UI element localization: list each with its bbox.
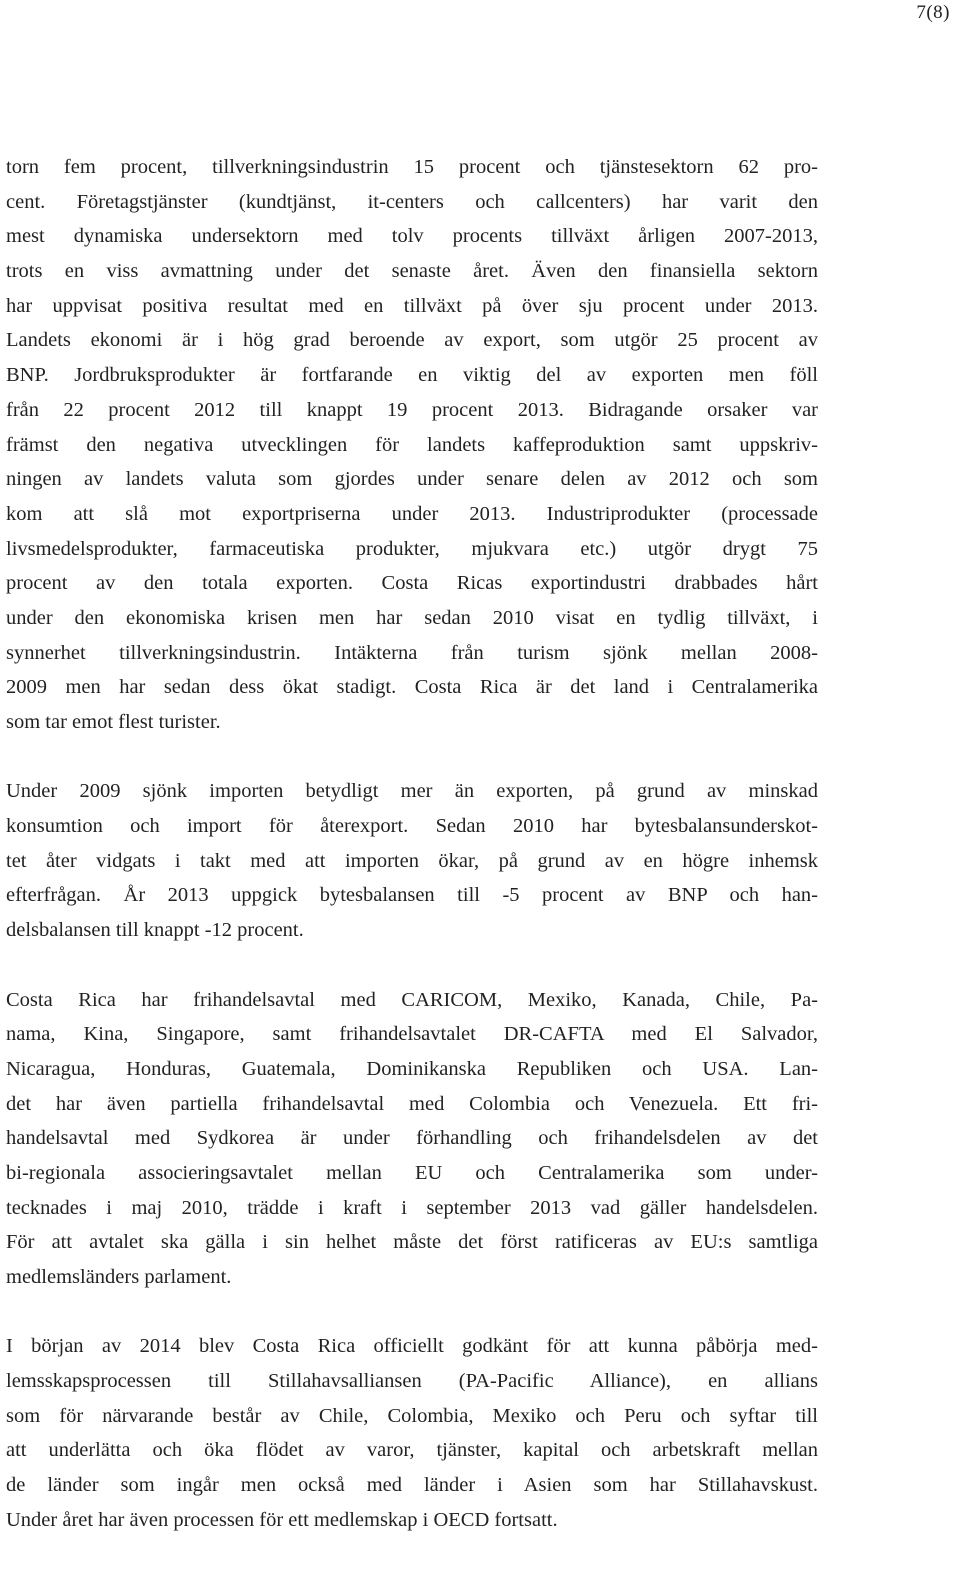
text-line: som för närvarande består av Chile, Colombia, Mexiko och Peru och syftar till [6,1404,818,1427]
text-line: konsumtion och import för återexport. Sedan 2010 har bytesbalansunderskot- [6,815,818,838]
text-line: Nicaragua, Honduras, Guatemala, Dominikanska Republiken och USA. Lan- [6,1057,818,1080]
text-line: torn fem procent, tillverkningsindustrin 15 procent och tjänstesektorn 62 pro- [6,156,818,178]
paragraph-economy [6,150,818,740]
body-text [6,150,818,1538]
text-line: BNP. Jordbruksprodukter är fortfarande en viktig del av exporten men föll [6,364,818,387]
text-line: lemsskapsprocessen till Stillahavsalliansen (PA-Pacific Alliance), en allians [6,1370,818,1393]
text-line: att underlätta och öka flödet av varor, tjänster, kapital och arbetskraft mellan [6,1439,818,1462]
text-line: främst den negativa utvecklingen för landets kaffeproduktion samt uppskriv- [6,433,818,456]
text-line: Under året har även processen för ett medlemskap i OECD fortsatt. [6,1508,558,1531]
paragraph-spacer [6,1295,818,1330]
text-line: För att avtalet ska gälla i sin helhet måste det först ratificeras av EU:s samtliga [6,1231,818,1254]
page-number: 7(8) [916,2,950,23]
text-line: bi-regionala associeringsavtalet mellan EU och Centralamerika som under- [6,1161,818,1184]
text-line: Costa Rica har frihandelsavtal med CARICOM, Mexiko, Kanada, Chile, Pa- [6,988,818,1011]
text-line: delsbalansen till knappt -12 procent. [6,919,304,942]
text-line: det har även partiella frihandelsavtal med Colombia och Venezuela. Ett fri- [6,1092,818,1115]
paragraph-trade-balance [6,774,818,947]
text-line: mest dynamiska undersektorn med tolv procents tillväxt årligen 2007-2013, [6,225,818,248]
text-line: handelsavtal med Sydkorea är under förhandling och frihandelsdelen av det [6,1127,818,1150]
text-line: Landets ekonomi är i hög grad beroende av export, som utgör 25 procent av [6,329,818,352]
text-line: trots en viss avmattning under det senaste året. Även den finansiella sektorn [6,260,818,283]
text-line: under den ekonomiska krisen men har sedan 2010 visat en tydlig tillväxt, i [6,606,818,629]
text-line: 2009 men har sedan dess ökat stadigt. Costa Rica är det land i Centralamerika [6,676,818,699]
text-line: från 22 procent 2012 till knappt 19 procent 2013. Bidragande orsaker var [6,398,818,421]
text-line: synnerhet tillverkningsindustrin. Intäkterna från turism sjönk mellan 2008- [6,641,818,664]
text-line: nama, Kina, Singapore, samt frihandelsavtalet DR-CAFTA med El Salvador, [6,1023,818,1046]
text-line: de länder som ingår men också med länder i Asien som har Stillahavskust. [6,1474,818,1497]
paragraph-trade-agreements [6,983,818,1295]
text-line: procent av den totala exporten. Costa Ricas exportindustri drabbades hårt [6,572,818,595]
text-line: kom att slå mot exportpriserna under 2013. Industriprodukter (processade [6,502,818,525]
text-line: tet åter vidgats i takt med att importen ökar, på grund av en högre inhemsk [6,849,818,872]
text-line: tecknades i maj 2010, trädde i kraft i september 2013 vad gäller handelsdelen. [6,1196,818,1219]
text-line: som tar emot flest turister. [6,711,221,733]
text-line: ningen av landets valuta som gjordes under senare delen av 2012 och som [6,468,818,491]
paragraph-spacer [6,948,818,983]
text-line: har uppvisat positiva resultat med en tillväxt på över sju procent under 2013. [6,294,818,317]
paragraph-spacer [6,740,818,775]
text-line: cent. Företagstjänster (kundtjänst, it-centers och callcenters) har varit den [6,190,818,213]
text-line: efterfrågan. År 2013 uppgick bytesbalansen till -5 procent av BNP och han- [6,884,818,907]
text-line: Under 2009 sjönk importen betydligt mer än exporten, på grund av minskad [6,780,818,803]
text-line: medlemsländers parlament. [6,1266,232,1288]
text-line: livsmedelsprodukter, farmaceutiska produkter, mjukvara etc.) utgör drygt 75 [6,537,818,560]
text-line: I början av 2014 blev Costa Rica officiellt godkänt för att kunna påbörja med- [6,1335,818,1358]
paragraph-pacific-alliance [6,1329,818,1537]
